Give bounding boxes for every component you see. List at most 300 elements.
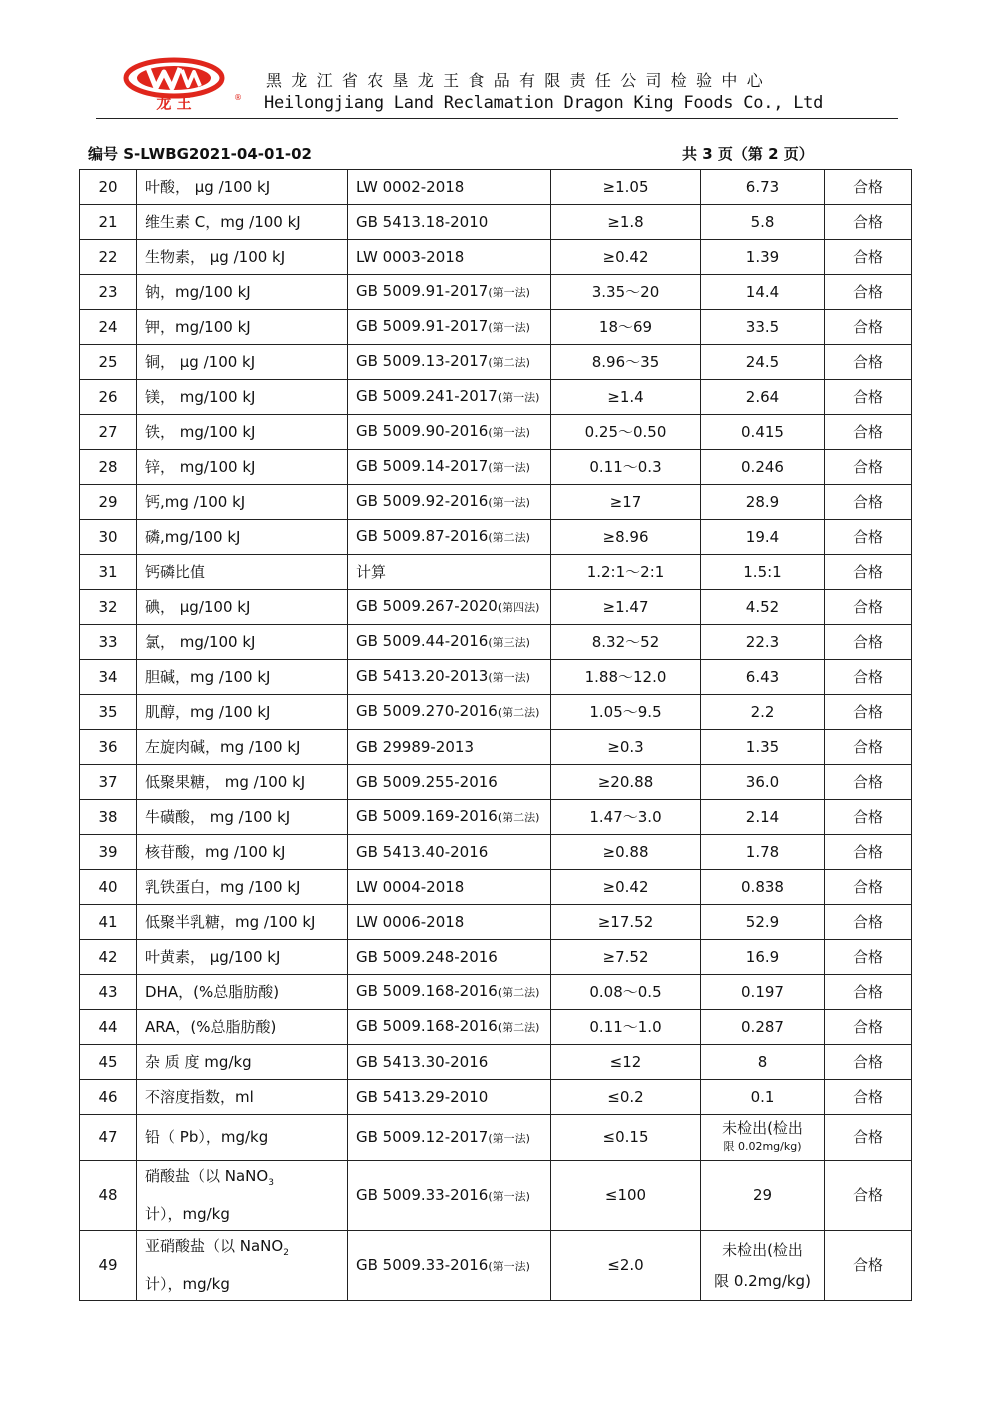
result-value: 5.8 bbox=[750, 212, 775, 231]
requirement: 8.96～35 bbox=[551, 345, 701, 380]
result bbox=[701, 380, 825, 415]
test-method bbox=[348, 1010, 551, 1045]
method-code: GB 5009.13-2017 bbox=[356, 352, 489, 370]
row-number: 42 bbox=[80, 940, 137, 975]
test-method bbox=[348, 520, 551, 555]
result-value: 2.14 bbox=[745, 807, 780, 826]
result bbox=[701, 695, 825, 730]
table-row bbox=[80, 240, 912, 275]
item-line-2: 计），mg/kg bbox=[145, 1205, 230, 1223]
table-row bbox=[80, 415, 912, 450]
requirement: 1.47～3.0 bbox=[551, 800, 701, 835]
requirement: ≥17 bbox=[551, 485, 701, 520]
row-number: 46 bbox=[80, 1080, 137, 1115]
result-note: 限 0.02mg/kg) bbox=[723, 1140, 802, 1153]
table-row bbox=[80, 1231, 912, 1301]
method-code: GB 5413.20-2013 bbox=[356, 667, 489, 685]
method-code: GB 5413.40-2016 bbox=[356, 842, 489, 861]
test-method bbox=[348, 660, 551, 695]
result-value: 8 bbox=[757, 1052, 768, 1071]
test-method bbox=[348, 1161, 551, 1231]
result-value: 4.52 bbox=[745, 597, 780, 616]
method-variant: (第一法) bbox=[488, 426, 530, 439]
test-method bbox=[348, 800, 551, 835]
table-row bbox=[80, 1045, 912, 1080]
method-variant: (第一法) bbox=[488, 1131, 530, 1145]
header-rule bbox=[96, 118, 898, 119]
table-row bbox=[80, 1010, 912, 1045]
row-number: 39 bbox=[80, 835, 137, 870]
method-code: GB 5009.91-2017 bbox=[356, 282, 489, 300]
result-value: 0.415 bbox=[741, 422, 784, 441]
conclusion: 合格 bbox=[825, 870, 912, 905]
company-name-cn: 黑龙江省农垦龙王食品有限责任公司检验中心 bbox=[266, 71, 773, 90]
company-logo bbox=[122, 56, 242, 110]
conclusion: 合格 bbox=[825, 310, 912, 345]
result-value: 36.0 bbox=[745, 772, 780, 791]
table-row bbox=[80, 800, 912, 835]
table-row bbox=[80, 870, 912, 905]
result bbox=[701, 520, 825, 555]
conclusion: 合格 bbox=[825, 345, 912, 380]
page-info: 共 3 页（第 2 页） bbox=[682, 145, 814, 163]
test-item: 铜， μg /100 kJ bbox=[137, 345, 348, 380]
conclusion: 合格 bbox=[825, 905, 912, 940]
conclusion: 合格 bbox=[825, 555, 912, 590]
result-value: 0.246 bbox=[741, 457, 784, 476]
row-number: 35 bbox=[80, 695, 137, 730]
row-number: 29 bbox=[80, 485, 137, 520]
requirement: 18～69 bbox=[551, 310, 701, 345]
method-variant: (第一法) bbox=[488, 461, 530, 474]
requirement: ≥0.42 bbox=[551, 240, 701, 275]
registered-mark-icon: ® bbox=[234, 93, 242, 102]
result bbox=[701, 1161, 825, 1231]
requirement: ≥20.88 bbox=[551, 765, 701, 800]
method-code: GB 5009.14-2017 bbox=[356, 457, 489, 475]
method-code: GB 5413.30-2016 bbox=[356, 1052, 489, 1071]
conclusion: 合格 bbox=[825, 940, 912, 975]
result bbox=[701, 730, 825, 765]
requirement: 1.2:1～2:1 bbox=[551, 555, 701, 590]
row-number: 36 bbox=[80, 730, 137, 765]
table-row bbox=[80, 625, 912, 660]
test-method bbox=[348, 415, 551, 450]
test-method bbox=[348, 380, 551, 415]
test-method bbox=[348, 1045, 551, 1080]
requirement: 1.88～12.0 bbox=[551, 660, 701, 695]
table-row bbox=[80, 205, 912, 240]
result bbox=[701, 870, 825, 905]
test-item bbox=[137, 1161, 348, 1231]
table-row bbox=[80, 590, 912, 625]
requirement: 8.32～52 bbox=[551, 625, 701, 660]
item-line-1: 亚硝酸盐（以 NaNO bbox=[145, 1237, 284, 1255]
row-number: 26 bbox=[80, 380, 137, 415]
test-item: 低聚果糖， mg /100 kJ bbox=[137, 765, 348, 800]
requirement: ≥0.88 bbox=[551, 835, 701, 870]
result-value: 19.4 bbox=[745, 527, 780, 546]
result bbox=[701, 975, 825, 1010]
method-code: GB 5009.12-2017 bbox=[356, 1127, 489, 1146]
method-variant: (第二法) bbox=[497, 811, 540, 824]
row-number: 20 bbox=[80, 170, 137, 205]
test-item: 铅（ Pb），mg/kg bbox=[137, 1115, 348, 1161]
requirement: ≥1.47 bbox=[551, 590, 701, 625]
result bbox=[701, 170, 825, 205]
conclusion: 合格 bbox=[825, 485, 912, 520]
requirement: ≤0.15 bbox=[551, 1115, 701, 1161]
method-code: 计算 bbox=[356, 562, 387, 581]
result bbox=[701, 555, 825, 590]
test-item bbox=[137, 1231, 348, 1301]
result bbox=[701, 765, 825, 800]
row-number: 27 bbox=[80, 415, 137, 450]
requirement: 0.08～0.5 bbox=[551, 975, 701, 1010]
method-code: GB 5009.90-2016 bbox=[356, 422, 489, 440]
method-code: GB 5009.267-2020 bbox=[356, 597, 498, 615]
test-method bbox=[348, 555, 551, 590]
result-value: 1.5:1 bbox=[743, 562, 782, 581]
test-method bbox=[348, 205, 551, 240]
method-code: GB 5009.87-2016 bbox=[356, 527, 489, 545]
requirement: 0.11～1.0 bbox=[551, 1010, 701, 1045]
table-row bbox=[80, 765, 912, 800]
requirement: ≤12 bbox=[551, 1045, 701, 1080]
method-code: LW 0002-2018 bbox=[356, 177, 465, 196]
result bbox=[701, 1115, 825, 1161]
row-number: 34 bbox=[80, 660, 137, 695]
method-variant: (第一法) bbox=[497, 391, 540, 404]
table-row bbox=[80, 310, 912, 345]
requirement: ≥17.52 bbox=[551, 905, 701, 940]
conclusion: 合格 bbox=[825, 415, 912, 450]
result bbox=[701, 205, 825, 240]
method-variant: (第一法) bbox=[488, 1259, 530, 1273]
row-number: 48 bbox=[80, 1161, 137, 1231]
row-number: 33 bbox=[80, 625, 137, 660]
test-method bbox=[348, 1231, 551, 1301]
method-code: GB 5009.241-2017 bbox=[356, 387, 498, 405]
conclusion: 合格 bbox=[825, 240, 912, 275]
result-value: 1.78 bbox=[745, 842, 780, 861]
result-note: 限 0.2mg/kg) bbox=[714, 1271, 811, 1290]
test-item: 锌， mg/100 kJ bbox=[137, 450, 348, 485]
result bbox=[701, 275, 825, 310]
conclusion: 合格 bbox=[825, 1010, 912, 1045]
test-method bbox=[348, 345, 551, 380]
method-variant: (第二法) bbox=[497, 986, 540, 999]
row-number: 41 bbox=[80, 905, 137, 940]
table-row bbox=[80, 450, 912, 485]
test-item: 不溶度指数，ml bbox=[137, 1080, 348, 1115]
method-code: GB 5009.168-2016 bbox=[356, 982, 498, 1000]
company-name-en: Heilongjiang Land Reclamation Dragon King Foods Co., Ltd bbox=[264, 93, 824, 113]
conclusion: 合格 bbox=[825, 275, 912, 310]
conclusion: 合格 bbox=[825, 450, 912, 485]
result-value: 1.35 bbox=[745, 737, 780, 756]
row-number: 38 bbox=[80, 800, 137, 835]
table-row bbox=[80, 345, 912, 380]
method-variant: (第一法) bbox=[488, 321, 530, 334]
method-variant: (第三法) bbox=[488, 636, 530, 649]
test-item: 肌醇，mg /100 kJ bbox=[137, 695, 348, 730]
table-body bbox=[80, 170, 912, 1301]
test-item: 钙磷比值 bbox=[137, 555, 348, 590]
test-method bbox=[348, 905, 551, 940]
requirement: ≥7.52 bbox=[551, 940, 701, 975]
method-code: GB 5009.255-2016 bbox=[356, 772, 498, 791]
table-row bbox=[80, 660, 912, 695]
method-variant: (第二法) bbox=[488, 356, 530, 369]
method-code: GB 29989-2013 bbox=[356, 737, 474, 756]
test-method bbox=[348, 730, 551, 765]
table-row bbox=[80, 170, 912, 205]
test-method bbox=[348, 485, 551, 520]
result bbox=[701, 835, 825, 870]
result bbox=[701, 485, 825, 520]
item-line-1: 硝酸盐（以 NaNO bbox=[145, 1167, 269, 1185]
result-value: 52.9 bbox=[745, 912, 780, 931]
result-value: 1.39 bbox=[745, 247, 780, 266]
test-item: 左旋肉碱，mg /100 kJ bbox=[137, 730, 348, 765]
table-row bbox=[80, 1080, 912, 1115]
test-item: 牛磺酸， mg /100 kJ bbox=[137, 800, 348, 835]
test-item: 碘， μg/100 kJ bbox=[137, 590, 348, 625]
table-row bbox=[80, 835, 912, 870]
row-number: 25 bbox=[80, 345, 137, 380]
result-value: 2.2 bbox=[750, 702, 775, 721]
result bbox=[701, 660, 825, 695]
table-row bbox=[80, 555, 912, 590]
result bbox=[701, 345, 825, 380]
test-item: 钾，mg/100 kJ bbox=[137, 310, 348, 345]
result-value: 0.287 bbox=[741, 1017, 784, 1036]
table-row bbox=[80, 380, 912, 415]
test-item: 低聚半乳糖，mg /100 kJ bbox=[137, 905, 348, 940]
table-row bbox=[80, 520, 912, 555]
requirement: ≤2.0 bbox=[551, 1231, 701, 1301]
result-value: 14.4 bbox=[745, 282, 780, 301]
table-row bbox=[80, 1161, 912, 1231]
conclusion: 合格 bbox=[825, 975, 912, 1010]
method-code: GB 5009.169-2016 bbox=[356, 807, 498, 825]
result-value: 6.43 bbox=[745, 667, 780, 686]
method-code: GB 5009.33-2016 bbox=[356, 1185, 489, 1204]
row-number: 22 bbox=[80, 240, 137, 275]
row-number: 43 bbox=[80, 975, 137, 1010]
test-item: 钠，mg/100 kJ bbox=[137, 275, 348, 310]
conclusion: 合格 bbox=[825, 1115, 912, 1161]
requirement: ≥0.42 bbox=[551, 870, 701, 905]
test-method bbox=[348, 870, 551, 905]
conclusion: 合格 bbox=[825, 835, 912, 870]
method-variant: (第二法) bbox=[497, 706, 540, 719]
requirement: 3.35～20 bbox=[551, 275, 701, 310]
result bbox=[701, 590, 825, 625]
test-method bbox=[348, 695, 551, 730]
requirement: ≥1.8 bbox=[551, 205, 701, 240]
method-code: GB 5413.18-2010 bbox=[356, 212, 489, 231]
conclusion: 合格 bbox=[825, 205, 912, 240]
requirement: ≥1.4 bbox=[551, 380, 701, 415]
table-row bbox=[80, 275, 912, 310]
method-variant: (第一法) bbox=[488, 496, 530, 509]
requirement: ≥1.05 bbox=[551, 170, 701, 205]
method-code: LW 0004-2018 bbox=[356, 877, 465, 896]
test-item: 叶黄素， μg/100 kJ bbox=[137, 940, 348, 975]
table-row bbox=[80, 485, 912, 520]
table-row bbox=[80, 940, 912, 975]
result-value: 0.1 bbox=[750, 1087, 775, 1106]
result bbox=[701, 1045, 825, 1080]
row-number: 21 bbox=[80, 205, 137, 240]
method-code: GB 5413.29-2010 bbox=[356, 1087, 489, 1106]
result-value: 0.197 bbox=[741, 982, 784, 1001]
test-method bbox=[348, 170, 551, 205]
result bbox=[701, 800, 825, 835]
test-item: 镁， mg/100 kJ bbox=[137, 380, 348, 415]
test-method bbox=[348, 275, 551, 310]
result bbox=[701, 240, 825, 275]
row-number: 31 bbox=[80, 555, 137, 590]
test-item: 生物素， μg /100 kJ bbox=[137, 240, 348, 275]
row-number: 45 bbox=[80, 1045, 137, 1080]
table-row bbox=[80, 695, 912, 730]
test-item: 乳铁蛋白，mg /100 kJ bbox=[137, 870, 348, 905]
document-number: 编号 S-LWBG2021-04-01-02 bbox=[88, 145, 312, 163]
method-code: GB 5009.92-2016 bbox=[356, 492, 489, 510]
test-item: 钙,mg /100 kJ bbox=[137, 485, 348, 520]
table-row bbox=[80, 975, 912, 1010]
item-line-2: 计），mg/kg bbox=[145, 1275, 230, 1293]
result bbox=[701, 1010, 825, 1045]
conclusion: 合格 bbox=[825, 170, 912, 205]
test-item: 胆碱，mg /100 kJ bbox=[137, 660, 348, 695]
requirement: ≤0.2 bbox=[551, 1080, 701, 1115]
method-code: GB 5009.33-2016 bbox=[356, 1255, 489, 1274]
test-method bbox=[348, 765, 551, 800]
conclusion: 合格 bbox=[825, 695, 912, 730]
inspection-results-table bbox=[79, 169, 912, 1301]
result-value: 6.73 bbox=[745, 177, 780, 196]
method-variant: (第一法) bbox=[488, 286, 530, 299]
test-method bbox=[348, 590, 551, 625]
requirement: 0.11～0.3 bbox=[551, 450, 701, 485]
row-number: 47 bbox=[80, 1115, 137, 1161]
conclusion: 合格 bbox=[825, 1161, 912, 1231]
conclusion: 合格 bbox=[825, 1080, 912, 1115]
test-method bbox=[348, 835, 551, 870]
test-item: ARA，(%总脂肪酸) bbox=[137, 1010, 348, 1045]
result-value: 22.3 bbox=[745, 632, 780, 651]
method-variant: (第一法) bbox=[488, 1189, 530, 1203]
method-code: LW 0003-2018 bbox=[356, 247, 465, 266]
conclusion: 合格 bbox=[825, 730, 912, 765]
conclusion: 合格 bbox=[825, 590, 912, 625]
result-value: 24.5 bbox=[745, 352, 780, 371]
test-item: 维生素 C，mg /100 kJ bbox=[137, 205, 348, 240]
table-row bbox=[80, 905, 912, 940]
result bbox=[701, 1231, 825, 1301]
conclusion: 合格 bbox=[825, 660, 912, 695]
result-value: 16.9 bbox=[745, 947, 780, 966]
requirement: 1.05～9.5 bbox=[551, 695, 701, 730]
method-variant: (第二法) bbox=[488, 531, 530, 544]
method-variant: (第一法) bbox=[488, 671, 530, 684]
requirement: ≥0.3 bbox=[551, 730, 701, 765]
row-number: 23 bbox=[80, 275, 137, 310]
row-number: 44 bbox=[80, 1010, 137, 1045]
test-item: 杂 质 度 mg/kg bbox=[137, 1045, 348, 1080]
test-method bbox=[348, 240, 551, 275]
table-row bbox=[80, 730, 912, 765]
row-number: 28 bbox=[80, 450, 137, 485]
conclusion: 合格 bbox=[825, 380, 912, 415]
result-value: 未检出(检出 bbox=[722, 1240, 803, 1259]
result bbox=[701, 415, 825, 450]
test-method bbox=[348, 940, 551, 975]
row-number: 37 bbox=[80, 765, 137, 800]
conclusion: 合格 bbox=[825, 765, 912, 800]
conclusion: 合格 bbox=[825, 625, 912, 660]
conclusion: 合格 bbox=[825, 800, 912, 835]
test-method bbox=[348, 1080, 551, 1115]
result-value: 33.5 bbox=[745, 317, 780, 336]
row-number: 49 bbox=[80, 1231, 137, 1301]
requirement: ≥8.96 bbox=[551, 520, 701, 555]
method-variant: (第四法) bbox=[497, 601, 540, 614]
row-number: 40 bbox=[80, 870, 137, 905]
method-code: GB 5009.248-2016 bbox=[356, 947, 498, 966]
result bbox=[701, 450, 825, 485]
result-value: 0.838 bbox=[741, 877, 784, 896]
method-code: GB 5009.91-2017 bbox=[356, 317, 489, 335]
row-number: 24 bbox=[80, 310, 137, 345]
test-item: 核苷酸，mg /100 kJ bbox=[137, 835, 348, 870]
method-code: GB 5009.168-2016 bbox=[356, 1017, 498, 1035]
row-number: 32 bbox=[80, 590, 137, 625]
method-code: GB 5009.270-2016 bbox=[356, 702, 498, 720]
test-item: 铁， mg/100 kJ bbox=[137, 415, 348, 450]
result bbox=[701, 625, 825, 660]
result bbox=[701, 310, 825, 345]
chemical-subscript: 3 bbox=[268, 1178, 274, 1188]
logo-text: 龙 王 bbox=[156, 94, 192, 110]
chemical-subscript: 2 bbox=[283, 1248, 289, 1258]
test-item: DHA，(%总脂肪酸) bbox=[137, 975, 348, 1010]
result-value: 未检出(检出 bbox=[722, 1119, 803, 1137]
method-variant: (第二法) bbox=[497, 1021, 540, 1034]
conclusion: 合格 bbox=[825, 1045, 912, 1080]
requirement: 0.25～0.50 bbox=[551, 415, 701, 450]
method-code: LW 0006-2018 bbox=[356, 912, 465, 931]
result-value: 28.9 bbox=[745, 492, 780, 511]
test-method bbox=[348, 1115, 551, 1161]
test-method bbox=[348, 625, 551, 660]
result bbox=[701, 1080, 825, 1115]
method-code: GB 5009.44-2016 bbox=[356, 632, 489, 650]
result-value: 29 bbox=[752, 1186, 773, 1204]
result bbox=[701, 940, 825, 975]
test-method bbox=[348, 975, 551, 1010]
test-method bbox=[348, 450, 551, 485]
result bbox=[701, 905, 825, 940]
result-value: 2.64 bbox=[745, 387, 780, 406]
test-item: 氯， mg/100 kJ bbox=[137, 625, 348, 660]
conclusion: 合格 bbox=[825, 520, 912, 555]
test-method bbox=[348, 310, 551, 345]
